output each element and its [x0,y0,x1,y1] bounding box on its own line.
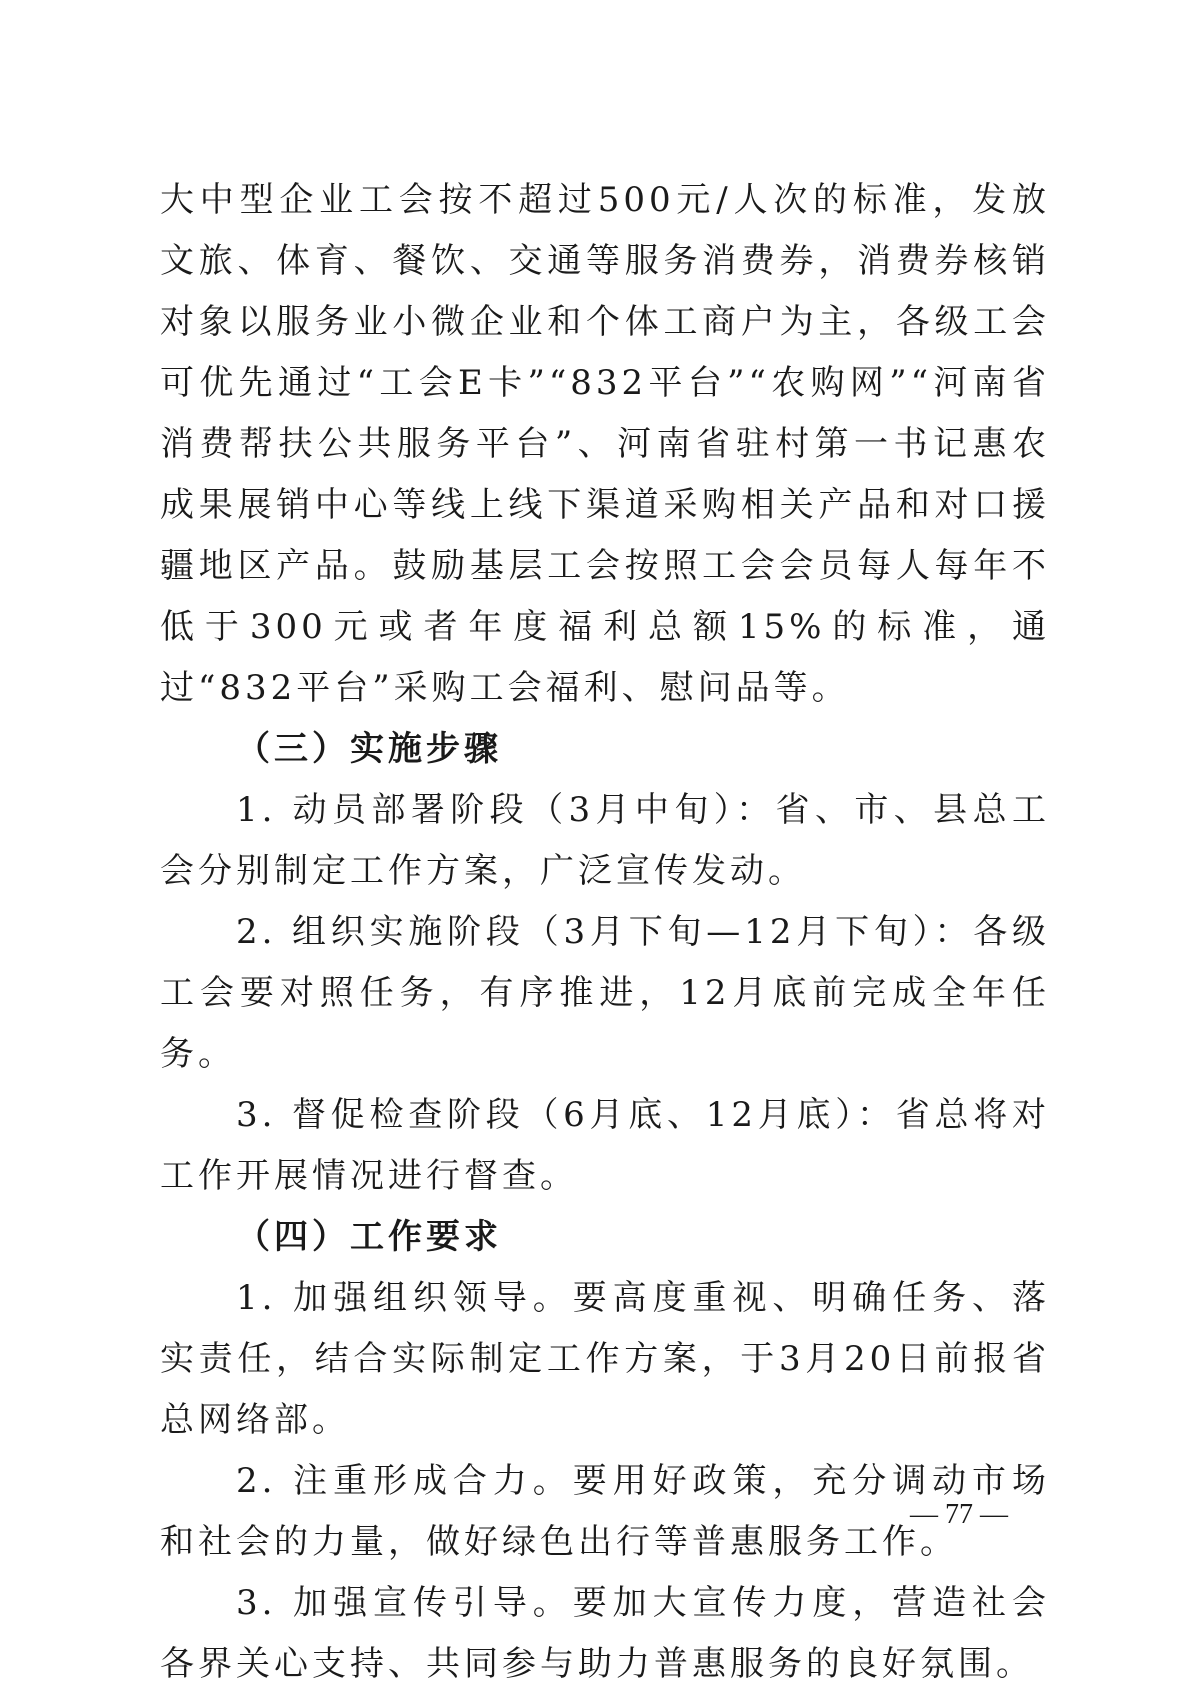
requirement-synergy: 2. 注重形成合力。要用好政策，充分调动市场和社会的力量，做好绿色出行等普惠服务工作。 [160,1461,1050,1562]
step-mobilization: 1. 动员部署阶段（3月中旬）：省、市、县总工会分别制定工作方案，广泛宣传发动。 [160,790,1050,891]
step-inspection: 3. 督促检查阶段（6月底、12月底）：省总将对工作开展情况进行督查。 [160,1095,1050,1196]
requirement-leadership: 1. 加强组织领导。要高度重视、明确任务、落实责任，结合实际制定工作方案，于3月20日前报省总网络部。 [160,1278,1050,1440]
page-number: — 77 — [910,1499,1008,1530]
step-implementation: 2. 组织实施阶段（3月下旬—12月下旬）：各级工会要对照任务，有序推进，12月底前完成全年任务。 [160,912,1050,1074]
requirement-publicity: 3. 加强宣传引导。要加大宣传力度，营造社会各界关心支持、共同参与助力普惠服务的良好氛围。 [160,1583,1050,1684]
section-heading-work-requirements: （四）工作要求 [236,1217,502,1257]
section-heading-implementation-steps: （三）实施步骤 [236,729,502,769]
body-text [160,170,1050,1695]
paragraph-consumption-vouchers: 大中型企业工会按不超过500元/人次的标准，发放文旅、体育、餐饮、交通等服务消费券，消费券核销对象以服务业小微企业和个体工商户为主，各级工会可优先通过“工会E卡”“832平台”“农购网”“河南省消费帮扶公共服务平台”、河南省驻村第一书记惠农成果展销中心等线上线下渠道采购相关产品和对口援疆地区产品。鼓励基层工会按照工会会员每人每年不低于300元或者年度福利总额15%的标准，通过“832平台”采购工会福利、慰问品等。 [160,180,1050,708]
